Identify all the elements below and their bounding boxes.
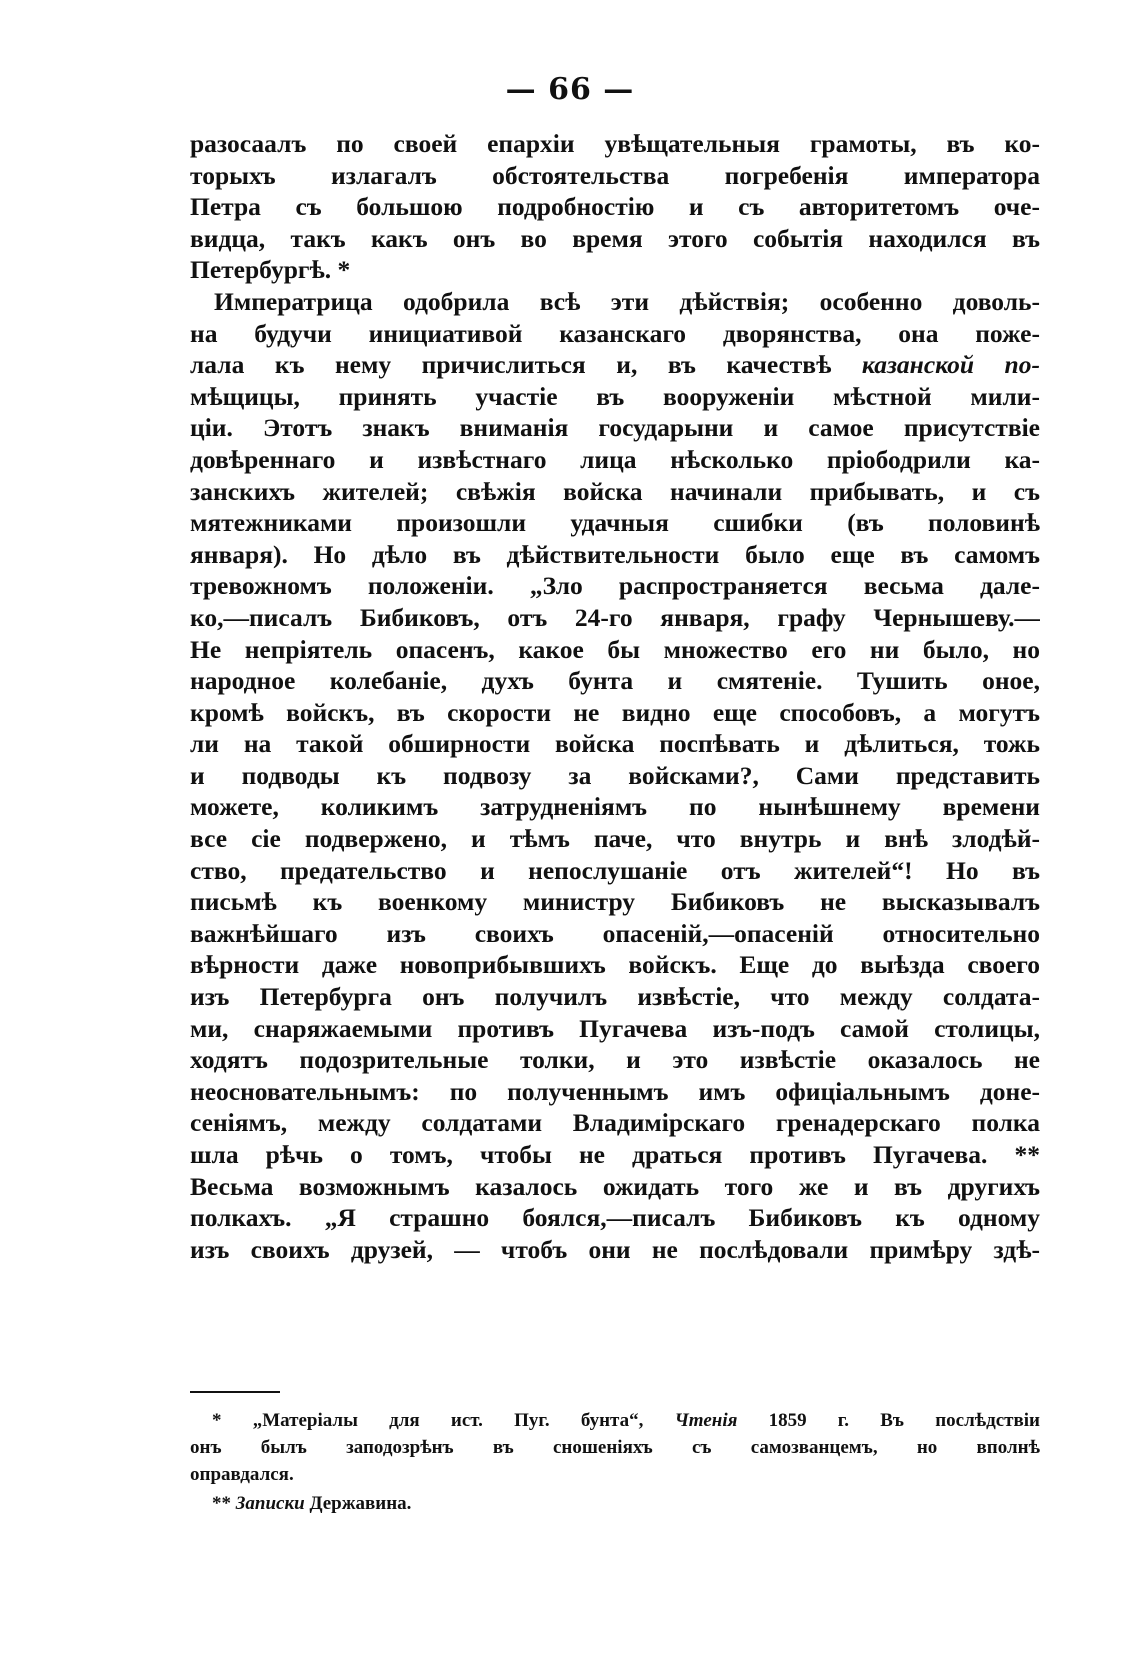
text-line: письмѣ къ военкому министру Бибиковъ не высказывалъ: [190, 887, 1040, 917]
text-line: Весьма возможнымъ казалось ожидать того же и въ другихъ: [190, 1171, 1040, 1201]
text-line: сеніямъ, между солдатами Владимірскаго гренадерскаго полка: [190, 1108, 1040, 1138]
text-line: кромѣ войскъ, въ скорости не видно еще способовъ, а могутъ: [190, 697, 1040, 727]
text-line: ко,—писалъ Бибиковъ, отъ 24-го января, графу Чернышеву.—: [190, 602, 1040, 632]
footnote-2-line: [190, 1490, 1040, 1517]
page-number: — 66 —: [505, 72, 635, 107]
text-line: неосновательнымъ: по полученнымъ имъ офиціальнымъ доне-: [190, 1076, 1040, 1106]
text-segment: лала къ нему причислиться и, въ качествѣ: [190, 350, 862, 380]
footnotes: [190, 1407, 1040, 1517]
footnote-italic: Записки: [235, 1493, 305, 1514]
text-line: вѣрности даже новоприбывшихъ войскъ. Еще до выѣзда своего: [190, 950, 1040, 980]
text-line: ціи. Этотъ знакъ вниманія государыни и самое присутствіе: [190, 413, 1040, 443]
text-line: Петра съ большою подробностію и съ авторитетомъ оче-: [190, 192, 1040, 222]
footnote-text: 1859 г. Въ послѣдствіи: [737, 1410, 1041, 1431]
text-line: ство, предательство и непослушаніе отъ жителей“! Но въ: [190, 855, 1040, 885]
text-line: народное колебаніе, духъ бунта и смятеніе. Тушить оное,: [190, 666, 1040, 696]
text-line: ходятъ подозрительные толки, и это извѣстіе оказалось не: [190, 1045, 1040, 1075]
text-line: занскихъ жителей; свѣжія войска начинали прибывать, и съ: [190, 476, 1040, 506]
text-line: мятежниками произошли удачныя сшибки (въ половинѣ: [190, 508, 1040, 538]
text-line: видца, такъ какъ онъ во время этого событія находился въ: [190, 223, 1040, 253]
text-line: торыхъ излагалъ обстоятельства погребенія императора: [190, 160, 1040, 190]
text-line: ми, снаряжаемыми противъ Пугачева изъ-подъ самой столицы,: [190, 1013, 1040, 1043]
footnote-text: * „Матеріалы для ист. Пуг. бунта“,: [212, 1410, 675, 1431]
text-line: тревожномъ положеніи. „Зло распространяется весьма дале-: [190, 571, 1040, 601]
text-line: и подводы къ подвозу за войсками?, Сами представить: [190, 760, 1040, 790]
text-line: полкахъ. „Я страшно боялся,—писалъ Бибиковъ къ одному: [190, 1203, 1040, 1233]
footnote-marker: **: [212, 1493, 236, 1514]
italic-segment: казанской по-: [861, 350, 1040, 380]
footnote-1-line: онъ былъ заподозрѣнъ въ сношеніяхъ съ самозванцемъ, но вполнѣ: [190, 1437, 1040, 1458]
text-line: Петербургѣ. *: [190, 255, 351, 285]
text-line: можете, коликимъ затрудненіямъ по нынѣшнему времени: [190, 792, 1040, 822]
text-line: довѣреннаго и извѣстнаго лица нѣсколько пріободрили ка-: [190, 444, 1040, 474]
text-line: на будучи инициативой казанскаго дворянства, она поже-: [190, 318, 1040, 348]
body-text: [190, 128, 1040, 1265]
footnote-text: Державина.: [304, 1493, 412, 1514]
text-line: изъ Петербурга онъ получилъ извѣстіе, что между солдата-: [190, 982, 1040, 1012]
footnote-1-line: оправдался.: [190, 1464, 294, 1485]
text-line: все сіе подвержено, и тѣмъ паче, что внутрь и внѣ злодѣй-: [190, 824, 1040, 854]
text-line: шла рѣчь о томъ, чтобы не драться противъ Пугачева. **: [190, 1140, 1040, 1169]
footnote-italic: Чтенія: [674, 1410, 738, 1431]
text-line-with-italic: [190, 349, 1040, 381]
text-line: Не непріятель опасенъ, какое бы множество его ни было, но: [190, 634, 1040, 664]
text-line: разосаалъ по своей епархіи увѣщательныя грамоты, въ ко-: [190, 129, 1040, 158]
text-line: ли на такой обширности войска поспѣвать и дѣлиться, тожь: [190, 729, 1040, 759]
text-line: января). Но дѣло въ дѣйствительности было еще въ самомъ: [190, 539, 1040, 569]
text-line: мѣщицы, принять участіе въ вооруженіи мѣстной мили-: [190, 381, 1040, 411]
text-line: изъ своихъ друзей, — чтобъ они не послѣдовали примѣру здѣ-: [190, 1234, 1040, 1264]
text-line: важнѣйшаго изъ своихъ опасеній,—опасеній относительно: [190, 918, 1040, 948]
text-line: Императрица одобрила всѣ эти дѣйствія; особенно доволь-: [214, 286, 1040, 316]
footnote-divider: [190, 1391, 280, 1393]
footnote-1-line: [190, 1407, 1040, 1434]
